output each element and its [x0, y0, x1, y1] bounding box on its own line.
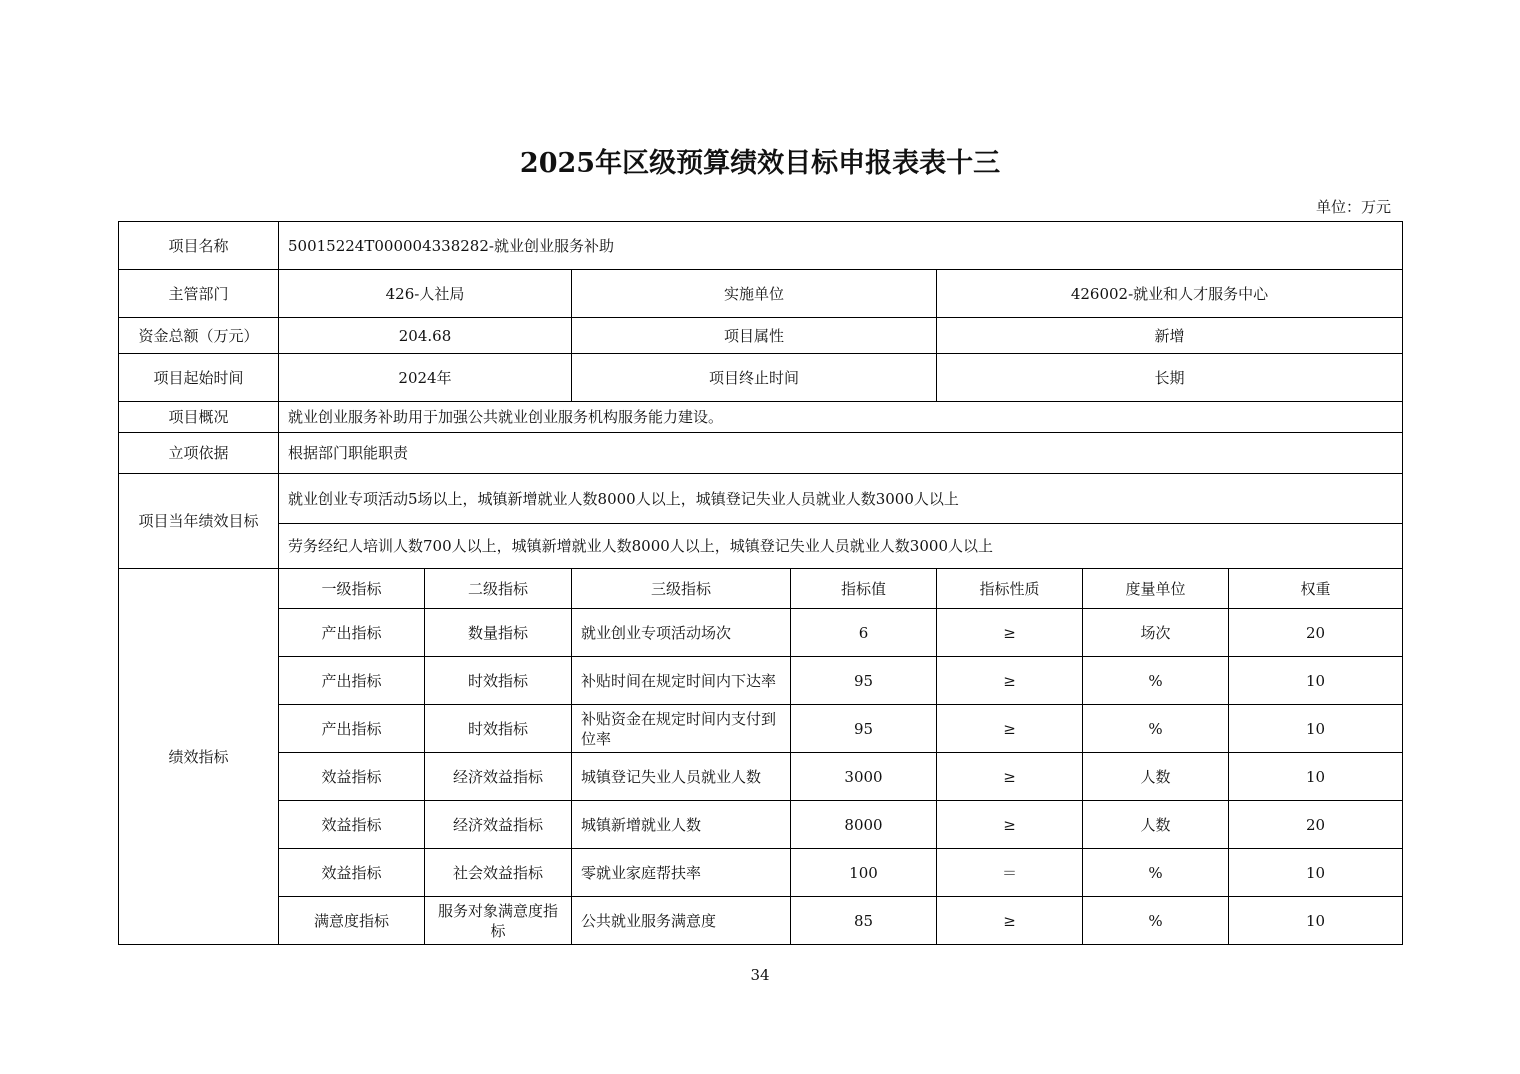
- goal-row-1: [119, 474, 1403, 524]
- weight-cell: 10: [1229, 753, 1403, 801]
- value-cell: 100: [791, 849, 937, 897]
- unit-cell: %: [1083, 897, 1229, 945]
- level2-cell: 服务对象满意度指标: [425, 897, 572, 945]
- unit-cell: 场次: [1083, 609, 1229, 657]
- basis-label: 立项依据: [119, 433, 279, 474]
- start-value: 2024年: [279, 354, 572, 402]
- level3-cell: 城镇登记失业人员就业人数: [572, 753, 791, 801]
- table-row: [119, 801, 1403, 849]
- header-level2: 二级指标: [425, 569, 572, 609]
- fund-row: [119, 318, 1403, 354]
- impl-label: 实施单位: [572, 270, 937, 318]
- unit-cell: %: [1083, 657, 1229, 705]
- level1-cell: 效益指标: [279, 753, 425, 801]
- end-value: 长期: [937, 354, 1403, 402]
- level3-cell: 零就业家庭帮扶率: [572, 849, 791, 897]
- level2-cell: 时效指标: [425, 657, 572, 705]
- level1-cell: 产出指标: [279, 705, 425, 753]
- unit-cell: 人数: [1083, 801, 1229, 849]
- overview-label: 项目概况: [119, 402, 279, 433]
- nature-cell: ≥: [937, 657, 1083, 705]
- attr-value: 新增: [937, 318, 1403, 354]
- table-row: [119, 753, 1403, 801]
- level1-cell: 效益指标: [279, 849, 425, 897]
- weight-cell: 10: [1229, 849, 1403, 897]
- goal-label: 项目当年绩效目标: [119, 474, 279, 569]
- level1-cell: 满意度指标: [279, 897, 425, 945]
- level2-cell: 数量指标: [425, 609, 572, 657]
- fund-value: 204.68: [279, 318, 572, 354]
- value-cell: 3000: [791, 753, 937, 801]
- table-row: [119, 705, 1403, 753]
- nature-cell: ≥: [937, 753, 1083, 801]
- fund-label: 资金总额（万元）: [119, 318, 279, 354]
- impl-value: 426002-就业和人才服务中心: [937, 270, 1403, 318]
- dept-value: 426-人社局: [279, 270, 572, 318]
- level3-cell: 补贴资金在规定时间内支付到位率: [572, 705, 791, 753]
- attr-label: 项目属性: [572, 318, 937, 354]
- unit-cell: %: [1083, 705, 1229, 753]
- weight-cell: 10: [1229, 657, 1403, 705]
- header-unit: 度量单位: [1083, 569, 1229, 609]
- table-row: [119, 609, 1403, 657]
- weight-cell: 10: [1229, 705, 1403, 753]
- level2-cell: 经济效益指标: [425, 753, 572, 801]
- header-level1: 一级指标: [279, 569, 425, 609]
- budget-table: [118, 221, 1403, 945]
- level2-cell: 时效指标: [425, 705, 572, 753]
- level1-cell: 效益指标: [279, 801, 425, 849]
- table-row: [119, 657, 1403, 705]
- level1-cell: 产出指标: [279, 657, 425, 705]
- period-row: [119, 354, 1403, 402]
- value-cell: 95: [791, 705, 937, 753]
- overview-row: [119, 402, 1403, 433]
- project-name-row: [119, 222, 1403, 270]
- overview-value: 就业创业服务补助用于加强公共就业创业服务机构服务能力建设。: [279, 402, 1403, 433]
- header-level3: 三级指标: [572, 569, 791, 609]
- nature-cell: ≥: [937, 609, 1083, 657]
- weight-cell: 20: [1229, 801, 1403, 849]
- level1-cell: 产出指标: [279, 609, 425, 657]
- page-number: 34: [750, 966, 770, 984]
- header-nature: 指标性质: [937, 569, 1083, 609]
- level2-cell: 社会效益指标: [425, 849, 572, 897]
- end-label: 项目终止时间: [572, 354, 937, 402]
- indicator-header-row: [119, 569, 1403, 609]
- table-row: [119, 897, 1403, 945]
- document-title: 2025年区级预算绩效目标申报表表十三: [519, 148, 1001, 179]
- value-cell: 6: [791, 609, 937, 657]
- unit-cell: %: [1083, 849, 1229, 897]
- table-row: [119, 849, 1403, 897]
- level2-cell: 经济效益指标: [425, 801, 572, 849]
- dept-label: 主管部门: [119, 270, 279, 318]
- header-weight: 权重: [1229, 569, 1403, 609]
- nature-cell: ≥: [937, 897, 1083, 945]
- basis-row: [119, 433, 1403, 474]
- nature-cell: ＝: [937, 849, 1083, 897]
- header-value: 指标值: [791, 569, 937, 609]
- indicator-section-label: 绩效指标: [119, 569, 279, 945]
- project-name-value: 50015224T000004338282-就业创业服务补助: [279, 222, 1403, 270]
- unit-cell: 人数: [1083, 753, 1229, 801]
- nature-cell: ≥: [937, 705, 1083, 753]
- goal-row-2: [119, 524, 1403, 569]
- weight-cell: 10: [1229, 897, 1403, 945]
- goal-line-2: 劳务经纪人培训人数700人以上，城镇新增就业人数8000人以上，城镇登记失业人员就业人数3000人以上: [279, 524, 1403, 569]
- value-cell: 95: [791, 657, 937, 705]
- start-label: 项目起始时间: [119, 354, 279, 402]
- value-cell: 8000: [791, 801, 937, 849]
- project-name-label: 项目名称: [119, 222, 279, 270]
- goal-line-1: 就业创业专项活动5场以上，城镇新增就业人数8000人以上，城镇登记失业人员就业人数3000人以上: [279, 474, 1403, 524]
- nature-cell: ≥: [937, 801, 1083, 849]
- unit-label: 单位：万元: [1315, 198, 1391, 216]
- basis-value: 根据部门职能职责: [279, 433, 1403, 474]
- level3-cell: 就业创业专项活动场次: [572, 609, 791, 657]
- value-cell: 85: [791, 897, 937, 945]
- level3-cell: 补贴时间在规定时间内下达率: [572, 657, 791, 705]
- level3-cell: 城镇新增就业人数: [572, 801, 791, 849]
- department-row: [119, 270, 1403, 318]
- weight-cell: 20: [1229, 609, 1403, 657]
- level3-cell: 公共就业服务满意度: [572, 897, 791, 945]
